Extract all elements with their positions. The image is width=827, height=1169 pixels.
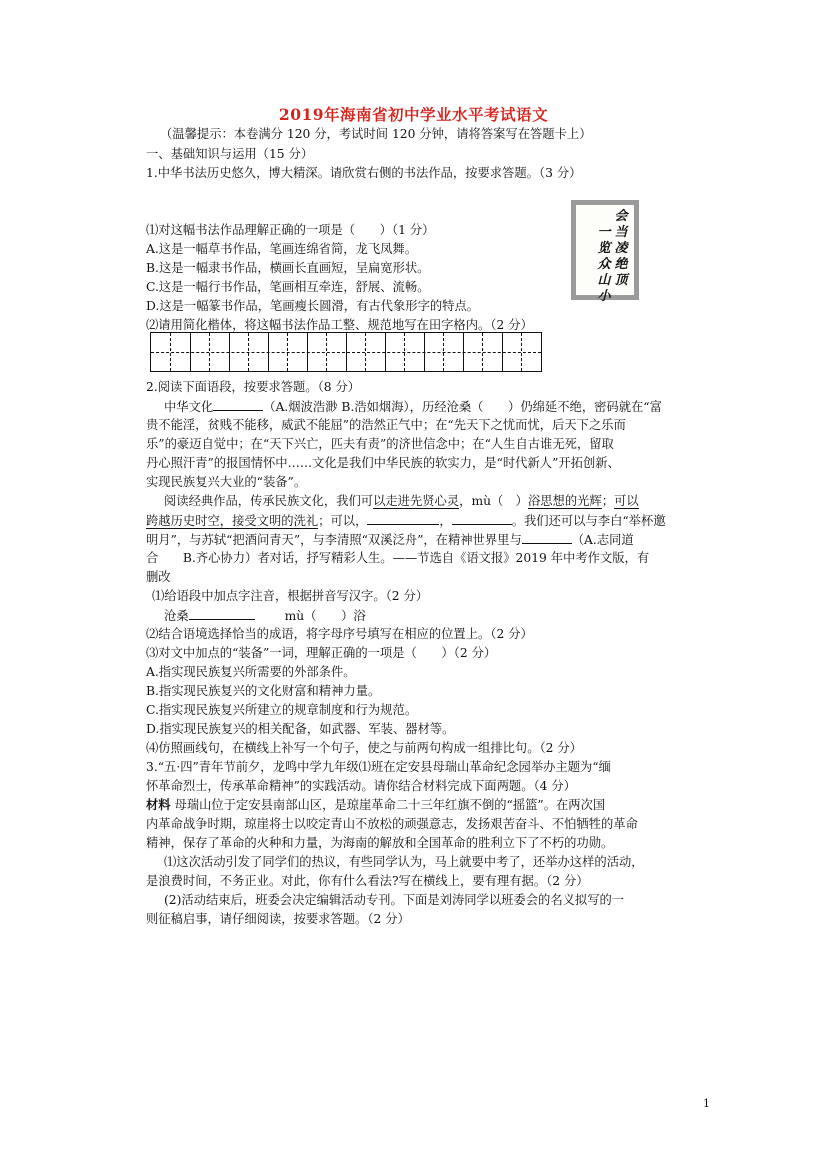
q3-sub1-line1: ⑴这次活动引发了同学们的热议，有些同学认为，马上就要中考了，还举办这样的活动， <box>164 855 644 869</box>
material-label: 材料 <box>146 797 171 812</box>
text: 中华文化 <box>164 400 214 414</box>
q1-option-d: D.这是一幅篆书作品，笔画瘦长圆滑，有古代象形字的特点。 <box>146 299 480 313</box>
q2-option-c: C.指实现民族复兴所建立的规章制度和行为规范。 <box>146 703 418 717</box>
grid-cell-line <box>268 333 269 371</box>
text: 沧桑 <box>164 609 189 623</box>
grid-dash <box>209 333 210 371</box>
q3-sub2-line2: 则征稿启事，请仔细阅读，按要求答题。（2 分） <box>146 912 410 926</box>
grid-dash <box>287 333 288 371</box>
text: （A.烟波浩渺 B.浩如烟海），历经沧桑（ ）仍绵延不绝，密码就在“富 <box>263 400 662 414</box>
answer-blank[interactable] <box>367 511 439 525</box>
text: 。我们还可以与李白“举杯邀 <box>511 514 666 528</box>
q3-sub2-line1: (2)活动结束后，班委会决定编辑活动专刊。下面是刘涛同学以班委会的名义拟写的一 <box>164 893 625 907</box>
page-number: 1 <box>703 1097 710 1110</box>
notice: （温馨提示：本卷满分 120 分，考试时间 120 分钟，请将答案写在答题卡上） <box>160 127 592 141</box>
q2-sub2: ⑵结合语境选择恰当的成语，将字母序号填写在相应的位置上。（2 分） <box>146 627 533 641</box>
grid-dash <box>443 333 444 371</box>
text: 母瑞山位于定安县南部山区，是琼崖革命二十三年红旗不倒的“摇篮”。在两次国 <box>170 798 606 812</box>
underlined-text: 跨越历史时空，接受文明的洗礼 <box>146 514 319 528</box>
answer-blank[interactable] <box>213 397 263 411</box>
q2-sub1-fill <box>164 606 366 625</box>
grid-cell-line <box>190 333 191 371</box>
grid-dash <box>404 333 405 371</box>
q2-p1-line1 <box>164 397 662 416</box>
q1-option-a: A.这是一幅草书作品，笔画连绵省简，龙飞凤舞。 <box>146 242 418 256</box>
q3-material-line2: 内革命战争时期，琼崖将士以咬定青山不放松的顽强意志，发扬艰苦奋斗、不怕牺牲的革命 <box>146 817 638 831</box>
grid-dash <box>170 333 171 371</box>
q3-sub1-line2: 是浪费时间，不务正业。对此，你有什么看法?写在横线上，要有理有据。（2 分） <box>146 874 589 888</box>
grid-cell-line <box>307 333 308 371</box>
q2-p1-line4: 丹心照汗青”的报国情怀中……文化是我们中华民族的软实力，是“时代新人”开拓创新、 <box>146 456 620 470</box>
calligraphy-image <box>571 200 639 304</box>
q2-p2-line2 <box>146 511 666 530</box>
q3-stem-line2: 怀革命烈士，传承革命精神”的实践活动。请你结合材料完成下面两题。（4 分） <box>146 779 576 793</box>
grid-dash <box>482 333 483 371</box>
calligraphy-col-right: 会当凌绝顶 <box>614 209 628 288</box>
calligraphy-col-left: 一览众山小 <box>597 225 611 304</box>
q2-option-d: D.指实现民族复兴的相关配备，如武器、军装、器材等。 <box>146 722 455 736</box>
underlined-text: 以走进先贤心灵 <box>373 494 460 508</box>
q2-option-b: B.指实现民族复兴的文化财富和精神力量。 <box>146 684 381 698</box>
grid-dash <box>248 333 249 371</box>
text: ； <box>601 494 615 508</box>
q2-p2-line1 <box>164 492 639 510</box>
text: 阅读经典作品，传承民族文化，我们可 <box>164 494 374 508</box>
answer-blank[interactable] <box>522 530 572 544</box>
q1-option-b: B.这是一幅隶书作品，横画长直画短，呈扁宽形状。 <box>146 261 430 275</box>
text: mù（ ）浴 <box>284 609 366 623</box>
grid-cell-line <box>229 333 230 371</box>
q2-p1-line5: 实现民族复兴大业的“装备”。 <box>146 475 307 489</box>
tianzige-grid[interactable] <box>150 332 542 372</box>
text: 明月”，与苏轼“把酒问青天”，与李清照“双溪泛舟”，在精神世界里与 <box>146 533 522 547</box>
text: ，mù（ ） <box>459 494 528 508</box>
grid-cell-line <box>502 333 503 371</box>
underlined-text: 浴思想的光辉 <box>527 494 602 508</box>
q2-option-a: A.指实现民族复兴所需要的外部条件。 <box>146 665 356 679</box>
q2-p2-line5: 删改 <box>146 570 171 584</box>
q2-stem: 2.阅读下面语段，按要求答题。（8 分） <box>146 380 361 394</box>
q3-stem-line1: 3.“五·四”青年节前夕，龙鸣中学九年级⑴班在定安县母瑞山革命纪念园举办主题为“缅 <box>146 760 611 774</box>
answer-blank[interactable] <box>452 511 512 525</box>
q2-sub4: ⑷仿照画线句，在横线上补写一个句子，使之与前两句构成一组排比句。（2 分） <box>146 741 582 755</box>
grid-cell-line <box>424 333 425 371</box>
grid-cell-line <box>346 333 347 371</box>
grid-cell-line <box>463 333 464 371</box>
q1-sub2: ⑵请用简化楷体，将这幅书法作品工整、规范地写在田字格内。（2 分） <box>146 318 533 332</box>
q1-sub1: ⑴对这幅书法作品理解正确的一项是（ ）（1 分） <box>146 223 435 237</box>
q1-stem: 1.中华书法历史悠久，博大精深。请欣赏右侧的书法作品，按要求答题。（3 分） <box>146 166 582 180</box>
grid-dash <box>521 333 522 371</box>
text: （A.志同道 <box>571 533 634 547</box>
q2-p2-line3 <box>146 530 634 549</box>
page-title: 2019年海南省初中学业水平考试语文 <box>278 105 549 124</box>
q3-material-line3: 精神，保存了革命的火种和力量，为海南的解放和全国革命的胜利立下了不朽的功勋。 <box>146 836 614 850</box>
grid-cell-line <box>385 333 386 371</box>
text: ；可以， <box>318 514 368 528</box>
q3-material-line1 <box>146 796 605 814</box>
q2-p1-line2: 贵不能淫，贫贱不能移，威武不能屈”的浩然正气中；在“先天下之忧而忧，后天下之乐而 <box>146 418 626 432</box>
underlined-text: 可以 <box>614 494 639 508</box>
q2-p2-line4: 合 B.齐心协力）者对话，抒写精彩人生。——节选自《语文报》2019 年中考作文版，有 <box>146 551 650 565</box>
text: ， <box>439 514 452 528</box>
grid-dash <box>326 333 327 371</box>
answer-blank[interactable] <box>189 606 255 620</box>
q1-option-c: C.这是一幅行书作品，笔画相互牵连，舒展、流畅。 <box>146 280 430 294</box>
q2-sub1: ⑴给语段中加点字注音，根据拼音写汉字。（2 分） <box>152 589 429 603</box>
q2-sub3: ⑶对文中加点的“装备”一词，理解正确的一项是（ ）（2 分） <box>146 646 497 660</box>
q2-p1-line3: 乐”的豪迈自觉中；在“天下兴亡，匹夫有责”的济世信念中；在“人生自古谁无死，留取 <box>146 437 614 451</box>
grid-dash <box>365 333 366 371</box>
section-heading: 一、基础知识与运用（15 分） <box>146 147 314 161</box>
